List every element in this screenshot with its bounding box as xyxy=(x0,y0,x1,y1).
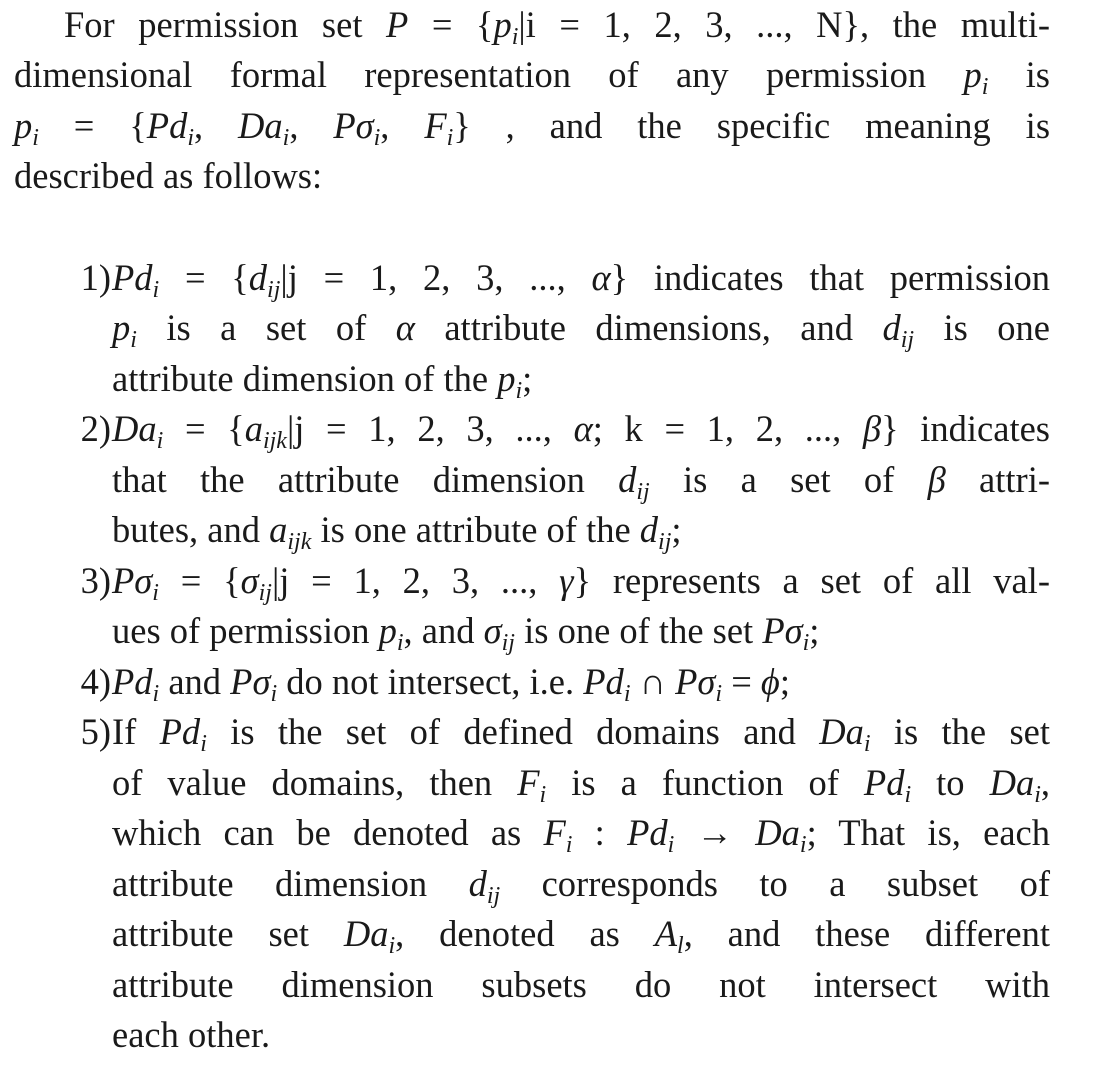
intro-line-3: $p_i = \{Pd_i$, $Da_i$, $P\sigma_i$, $F_i$} , and the specific meaning is xyxy=(14,105,1051,151)
item5-line-5: attribute set $Da_i$, denoted as $A_l$, and these different xyxy=(112,913,1051,959)
item5-line-6: attribute dimension subsets do not intersect with xyxy=(112,964,1050,1005)
item3-line-2: ues of permission $p_i$, and $\sigma_{ij}$ is one of the set $P\sigma_i$; xyxy=(112,610,820,656)
item2-line-2: that the attribute dimension $d_{ij}$ is a set of β attri- xyxy=(112,459,1050,505)
item4-line-1: $Pd_i$ and $P\sigma_i$ do not intersect, i.e. $Pd_i$ ∩ $P\sigma_i = \phi$; xyxy=(112,661,790,707)
item5-line-2: of value domains, then $F_i$ is a function of $Pd_i$ to $Da_i$, xyxy=(112,762,1050,808)
item3-line-1: $P\sigma_i = \{\sigma_{ij}|j = 1$, 2, 3, ..., γ} represents a set of all val- xyxy=(112,560,1050,606)
intro-line-4: described as follows: xyxy=(14,155,323,196)
list-item-number: 3) xyxy=(80,560,111,601)
item1-line-3: attribute dimension of the $p_i$; xyxy=(112,358,533,404)
item5-line-4: attribute dimension $d_{ij}$ corresponds to a subset of xyxy=(112,863,1050,909)
list-item-number: 1) xyxy=(80,257,111,298)
item1-line-2: $p_i$ is a set of α attribute dimensions, and $d_{ij}$ is one xyxy=(112,307,1051,353)
list-item-number: 4) xyxy=(80,661,111,702)
list-item-number: 2) xyxy=(80,408,111,449)
item2-line-3: butes, and $a_{ijk}$ is one attribute of the $d_{ij}$; xyxy=(112,509,682,555)
intro-line-2: dimensional formal representation of any permission $p_i$ is xyxy=(14,54,1050,100)
item5-line-7: each other. xyxy=(112,1014,271,1055)
intro-line-1: For permission set $P = \{p_i|i = 1$, 2, 3, ..., N}, the multi- xyxy=(64,4,1050,50)
item5-line-1: If $Pd_i$ is the set of defined domains and $Da_i$ is the set xyxy=(112,711,1050,757)
item2-line-1: $Da_i = \{a_{ijk}|j = 1$, 2, 3, ..., α; k = 1, 2, ..., β} indicates xyxy=(112,408,1050,454)
list-item-number: 5) xyxy=(80,711,111,752)
item5-line-3: which can be denoted as $F_i$ : $Pd_i \to Da_i$; That is, each xyxy=(112,812,1050,858)
item1-line-1: $Pd_i = \{d_{ij}|j = 1$, 2, 3, ..., α} indicates that permission xyxy=(112,257,1050,303)
